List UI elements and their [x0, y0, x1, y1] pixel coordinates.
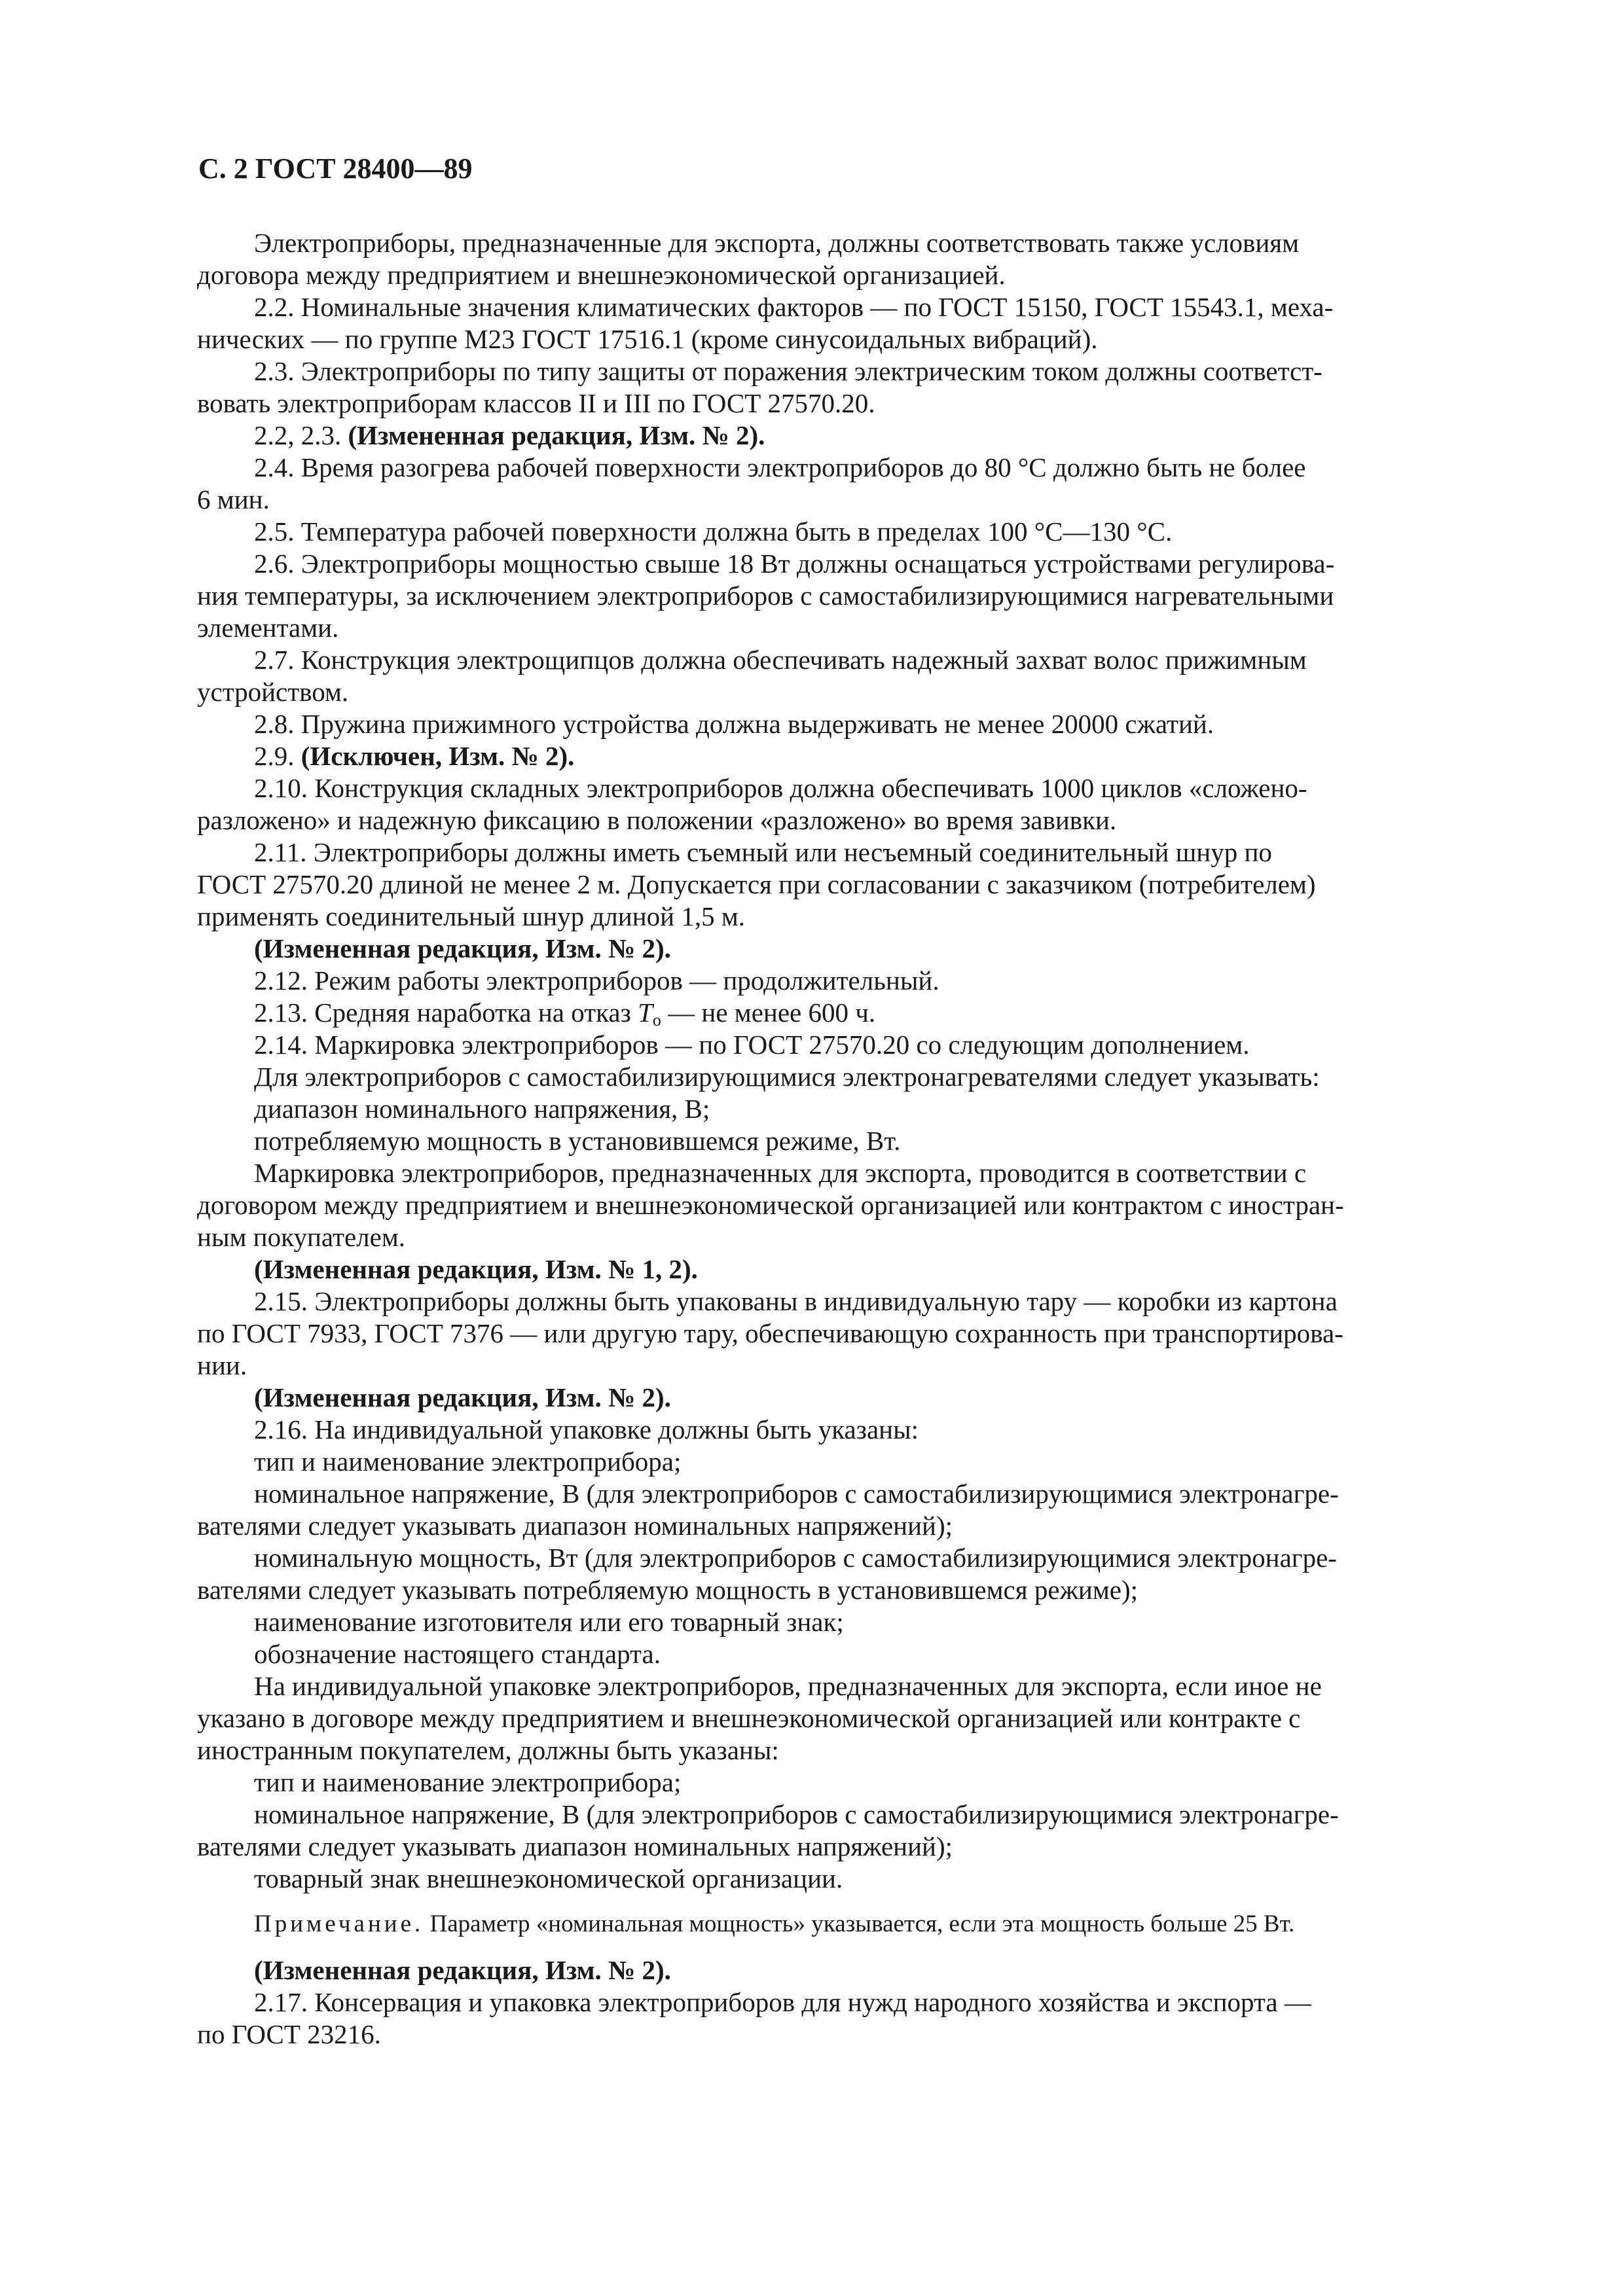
text-line: указано в договоре между предприятием и внешнеэкономической организацией или контракте с: [197, 1703, 1301, 1733]
text-line: нии.: [197, 1350, 247, 1380]
page-header: С. 2 ГОСТ 28400—89: [198, 152, 473, 185]
clause-2-13: [254, 997, 1496, 1029]
clause-2-12: 2.12. Режим работы электроприборов — продолжительный.: [254, 965, 939, 996]
text-line: вовать электроприборам классов II и III по ГОСТ 27570.20.: [197, 388, 875, 418]
document-body: [197, 227, 1496, 2051]
text-line: Маркировка электроприборов, предназначенных для экспорта, проводится в соответствии с: [254, 1158, 1307, 1188]
text-line: товарный знак внешнеэкономической организации.: [254, 1863, 843, 1893]
clause-2-17: 2.17. Консервация и упаковка электроприборов для нужд народного хозяйства и экспорта —: [254, 1987, 1311, 2017]
text-line: наименование изготовителя или его товарный знак;: [254, 1607, 844, 1637]
text-line: иностранным покупателем, должны быть указаны:: [197, 1735, 779, 1765]
clause-2-6: 2.6. Электроприборы мощностью свыше 18 Вт должны оснащаться устройствами регулирова-: [254, 548, 1335, 579]
clause-2-7: 2.7. Конструкция электрощипцов должна обеспечивать надежный захват волос прижимным: [254, 645, 1307, 675]
text-line: 6 мин.: [197, 484, 270, 514]
text-line: тип и наименование электроприбора;: [254, 1767, 682, 1797]
text-line: номинальное напряжение, В (для электроприборов с самостабилизирующимися электронагре-: [254, 1799, 1339, 1829]
text-line: обозначение настоящего стандарта.: [254, 1639, 661, 1669]
text-line: вателями следует указывать диапазон номинальных напряжений);: [197, 1511, 953, 1541]
text-line: номинальное напряжение, В (для электроприборов с самостабилизирующимися электронагре-: [254, 1479, 1339, 1509]
text-line: разложено» и надежную фиксацию в положении «разложено» во время завивки.: [197, 805, 1117, 835]
note-text: Параметр «номинальная мощность» указывается, если эта мощность больше 25 Вт.: [424, 1910, 1295, 1937]
text-line: ния температуры, за исключением электроприборов с самостабилизирующимися нагревательными: [197, 581, 1334, 611]
clause-text: — не менее 600 ч.: [661, 997, 876, 1028]
excluded-text: (Исключен, Изм. № 2).: [301, 741, 575, 771]
text-line: нических — по группе М23 ГОСТ 17516.1 (кроме синусоидальных вибраций).: [197, 324, 1098, 354]
text-line: тип и наименование электроприбора;: [254, 1446, 682, 1477]
text-line: потребляемую мощность в установившемся режиме, Вт.: [254, 1126, 901, 1156]
clause-2-11: 2.11. Электроприборы должны иметь съемный или несъемный соединительный шнур по: [254, 837, 1272, 867]
note-label: Примечание.: [254, 1910, 424, 1937]
amendment-note: [254, 420, 1496, 452]
text-line: по ГОСТ 23216.: [197, 2019, 381, 2049]
text-line: Для электроприборов с самостабилизирующимися электронагревателями следует указывать:: [254, 1062, 1320, 1092]
text-line: ным покупателем.: [197, 1222, 406, 1252]
amendment-ref: 2.2, 2.3.: [254, 420, 348, 450]
text-line: вателями следует указывать потребляемую мощность в установившемся режиме);: [197, 1575, 1139, 1605]
clause-number: 2.9.: [254, 741, 301, 771]
amendment-text: (Измененная редакция, Изм. № 2).: [348, 420, 765, 450]
note: [254, 1908, 1496, 1940]
clause-2-3: 2.3. Электроприборы по типу защиты от поражения электрическим током должны соответст-: [254, 356, 1322, 386]
text-line: применять соединительный шнур длиной 1,5 м.: [197, 901, 746, 931]
clause-2-2: 2.2. Номинальные значения климатических факторов — по ГОСТ 15150, ГОСТ 15543.1, меха-: [254, 292, 1334, 322]
clause-2-8: 2.8. Пружина прижимного устройства должна выдерживать не менее 20000 сжатий.: [254, 709, 1214, 739]
amendment-note: (Измененная редакция, Изм. № 2).: [254, 1382, 671, 1412]
clause-2-9: [254, 740, 1496, 772]
amendment-note: (Измененная редакция, Изм. № 1, 2).: [254, 1254, 698, 1284]
text-line: ГОСТ 27570.20 длиной не менее 2 м. Допускается при согласовании с заказчиком (потребителем): [197, 869, 1316, 899]
text-line: На индивидуальной упаковке электроприборов, предназначенных для экспорта, если иное не: [254, 1671, 1322, 1701]
symbol-t: T: [638, 997, 653, 1028]
clause-text: 2.13. Средняя наработка на отказ: [254, 997, 638, 1028]
text-line: элементами.: [197, 613, 339, 643]
text-line: Электроприборы, предназначенные для экспорта, должны соответствовать также условиям: [254, 228, 1300, 258]
text-line: диапазон номинального напряжения, В;: [254, 1094, 710, 1124]
text-line: договора между предприятием и внешнеэкономической организацией.: [197, 260, 1006, 290]
text-line: по ГОСТ 7933, ГОСТ 7376 — или другую тару, обеспечивающую сохранность при транспортирова-: [197, 1318, 1343, 1348]
clause-2-16: 2.16. На индивидуальной упаковке должны быть указаны:: [254, 1414, 919, 1444]
clause-2-5: 2.5. Температура рабочей поверхности должна быть в пределах 100 °С—130 °С.: [254, 516, 1173, 547]
clause-2-4: 2.4. Время разогрева рабочей поверхности электроприборов до 80 °С должно быть не более: [254, 452, 1306, 482]
text-line: устройством.: [197, 677, 349, 707]
text-line: договором между предприятием и внешнеэкономической организацией или контрактом с иностран-: [197, 1190, 1344, 1220]
amendment-note: (Измененная редакция, Изм. № 2).: [254, 1955, 671, 1985]
clause-2-14: 2.14. Маркировка электроприборов — по ГОСТ 27570.20 со следующим дополнением.: [254, 1030, 1250, 1060]
text-line: вателями следует указывать диапазон номинальных напряжений);: [197, 1831, 953, 1861]
clause-2-15: 2.15. Электроприборы должны быть упакованы в индивидуальную тару — коробки из картона: [254, 1286, 1338, 1316]
amendment-note: (Измененная редакция, Изм. № 2).: [254, 933, 671, 963]
text-line: номинальную мощность, Вт (для электроприборов с самостабилизирующимися электронагре-: [254, 1543, 1337, 1573]
symbol-subscript: o: [652, 1011, 661, 1030]
clause-2-10: 2.10. Конструкция складных электроприборов должна обеспечивать 1000 циклов «сложено-: [254, 773, 1307, 803]
